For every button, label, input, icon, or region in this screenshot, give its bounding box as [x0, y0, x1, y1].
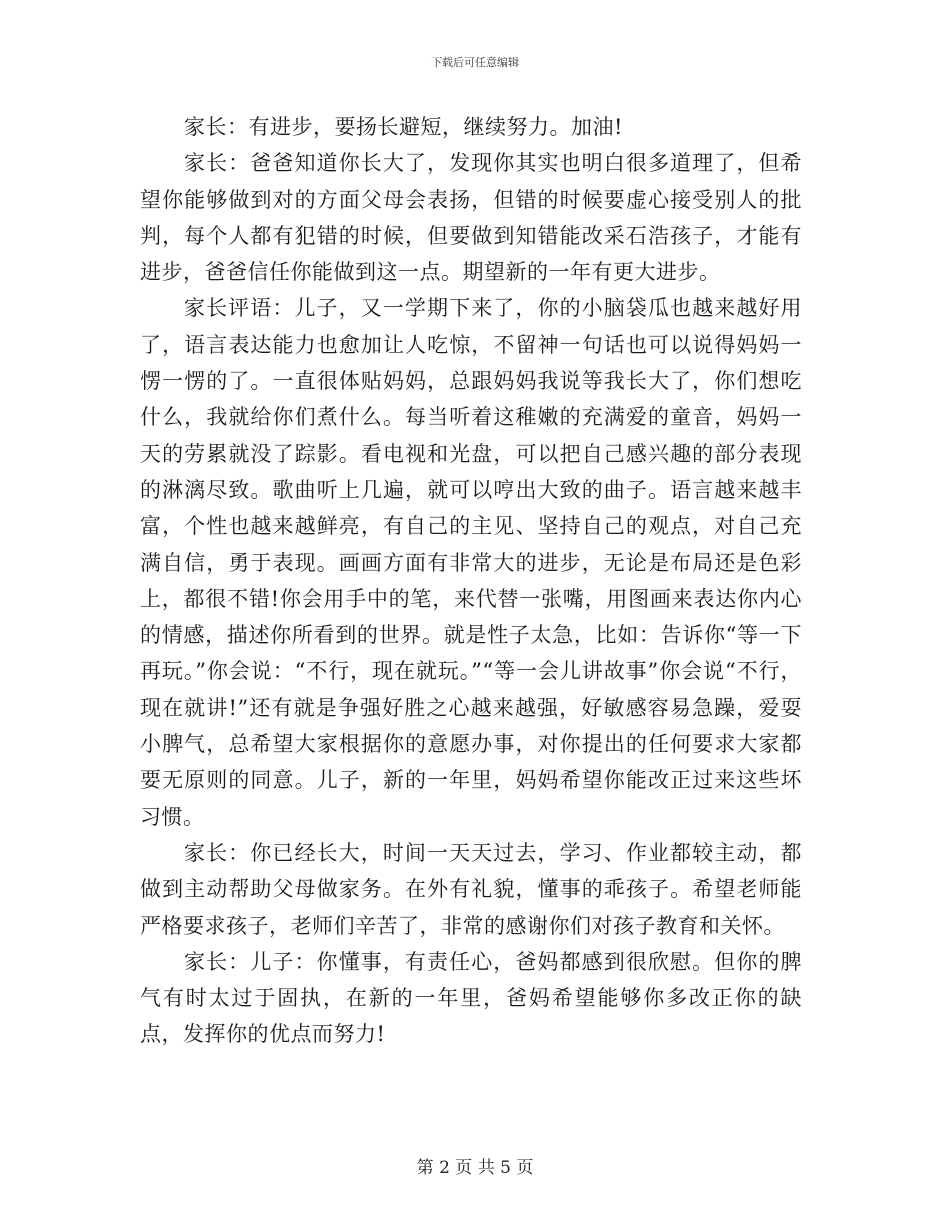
paragraph-2: 家长：爸爸知道你长大了，发现你其实也明白很多道理了，但希望你能够做到对的方面父母会表扬，但错的时候要虚心接受别人的批判，每个人都有犯错的时候，但要做到知错能改采石浩孩子，才能有进步，爸爸信任你能做到这一点。期望新的一年有更大进步。 [140, 151, 802, 285]
document-body [140, 109, 802, 1053]
paragraph-4: 家长：你已经长大，时间一天天过去，学习、作业都较主动，都做到主动帮助父母做家务。在外有礼貌，懂事的乖孩子。希望老师能严格要求孩子，老师们辛苦了，非常的感谢你们对孩子教育和关怀。 [140, 840, 802, 938]
paragraph-5: 家长：儿子：你懂事，有责任心，爸妈都感到很欣慰。但你的脾气有时太过于固执，在新的一年里，爸妈希望能够你多改正你的缺点，发挥你的优点而努力! [140, 949, 802, 1047]
page-header-note: 下载后可任意编辑 [431, 56, 519, 69]
page-number-footer: 第 2 页 共 5 页 [416, 1158, 534, 1178]
paragraph-3: 家长评语：儿子，又一学期下来了，你的小脑袋瓜也越来越好用了，语言表达能力也愈加让人吃惊，不留神一句话也可以说得妈妈一愣一愣的了。一直很体贴妈妈，总跟妈妈我说等我长大了，你们想吃什么，我就给你们煮什么。每当听着这稚嫩的充满爱的童音，妈妈一天的劳累就没了踪影。看电视和光盘，可以把自己感兴趣的部分表现的淋漓尽致。歌曲听上几遍，就可以哼出大致的曲子。语言越来越丰富，个性也越来越鲜亮，有自己的主见、坚持自己的观点，对自己充满自信，勇于表现。画画方面有非常大的进步，无论是布局还是色彩上，都很不错!你会用手中的笔，来代替一张嘴，用图画来表达你内心的情感，描述你所看到的世界。就是性子太急，比如：告诉你“等一下再玩。”你会说：“不行，现在就玩。”“等一会儿讲故事”你会说“不行，现在就讲!”还有就是争强好胜之心越来越强，好敏感容易急躁，爱耍小脾气，总希望大家根据你的意愿办事，对你提出的任何要求大家都要无原则的同意。儿子，新的一年里，妈妈希望你能改正过来这些坏习惯。 [140, 296, 802, 829]
paragraph-1: 家长：有进步，要扬长避短，继续努力。加油! [184, 115, 623, 139]
